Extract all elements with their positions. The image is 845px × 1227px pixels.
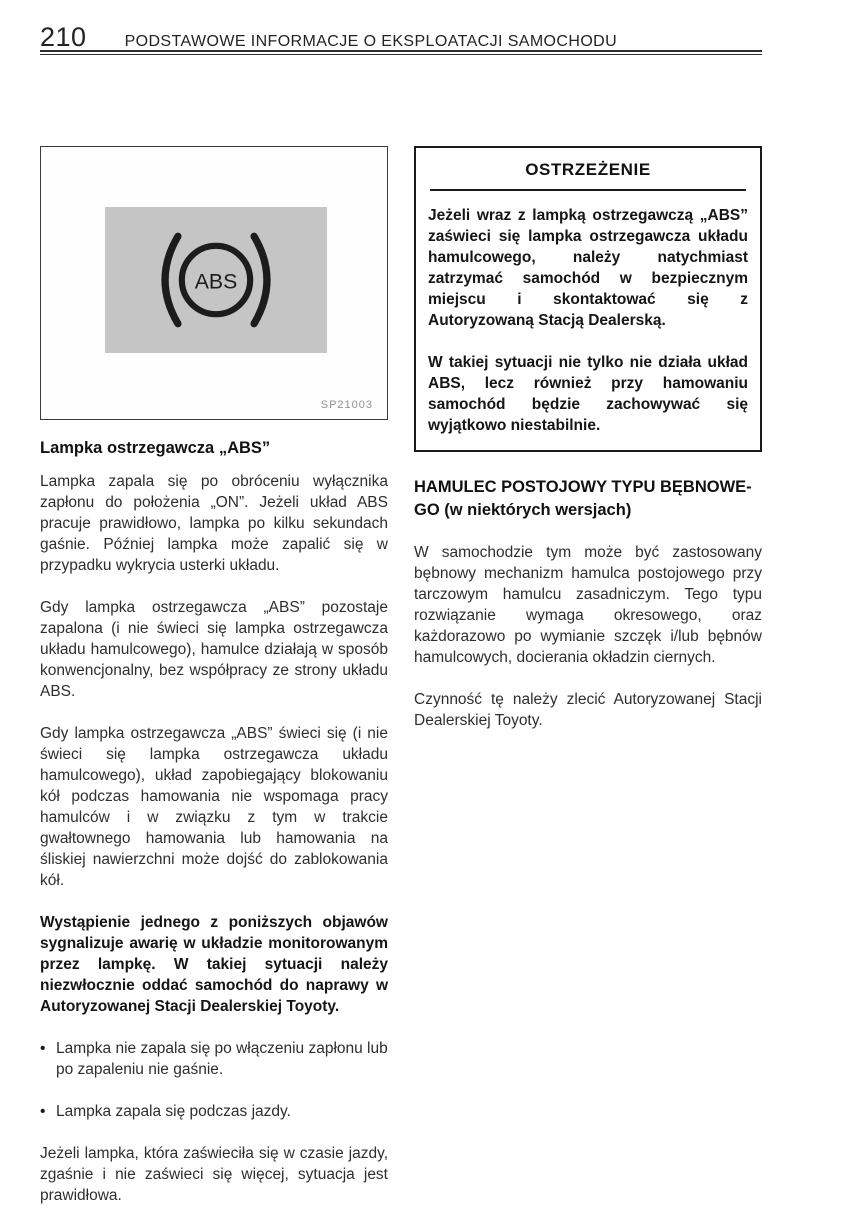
bullet-icon: • [40,1103,46,1120]
figure-gray-panel [105,207,327,353]
abs-lamp-figure [40,146,388,420]
page-number: 210 [40,22,87,52]
figure-caption: SP21003 [320,399,373,411]
warning-note-paragraph: Wystąpienie jednego z poniższych objawów sygnalizuje awarię w układzie monitorowanym przez lampkę. W takiej sytuacji należy niezwłocznie oddać samochód do naprawy w Autoryzowanej Stacji Dealerskiej Toyoty. [40,914,388,1015]
warning-paragraph: Jeżeli wraz z lampką ostrzegawczą „ABS” zaświeci się lampka ostrzegawcza układu hamulcowego, należy natychmiast zatrzymać samochód w bezpiecznym miejscu i skontaktować się z Autoryzowaną Stacją Dealerską. [428,207,748,329]
closing-paragraph: Jeżeli lampka, która zaświeciła się w czasie jazdy, zgaśnie i nie zaświeci się więcej, sytuacja jest prawidłowa. [40,1145,388,1204]
warning-paragraph: W takiej sytuacji nie tylko nie działa układ ABS, lecz również przy hamowaniu samochód będzie zachowywać się wyjątkowo niestabilnie. [428,354,748,434]
paragraph: Czynność tę należy zlecić Autoryzowanej Stacji Dealerskiej Toyoty. [414,691,762,729]
warning-box [414,146,762,452]
right-column [414,146,762,752]
header-divider [40,50,762,55]
right-section-heading: HAMULEC POSTOJOWY TYPU BĘBNOWE-GO (w niektórych wersjach) [414,478,752,519]
list-item [40,1101,388,1122]
page-title: PODSTAWOWE INFORMACJE O EKSPLOATACJI SAMOCHODU [124,33,618,50]
list-item-text: Lampka zapala się podczas jazdy. [56,1103,291,1120]
warning-box-title: OSTRZEŻENIE [525,160,651,179]
paragraph: Lampka zapala się po obróceniu wyłącznika zapłonu do położenia „ON”. Jeżeli układ ABS pracuje prawidłowo, lampka po kilku sekundach gaśnie. Później lampka może zapalić się w przypadku wykrycia usterki układu. [40,473,388,574]
abs-warning-lamp-icon [137,224,295,336]
left-column [40,146,388,1227]
bullet-icon: • [40,1040,46,1057]
warning-title-divider [430,189,746,191]
left-section-heading: Lampka ostrzegawcza „ABS” [40,439,271,457]
list-item [40,1038,388,1080]
list-item-text: Lampka nie zapala się po włączeniu zapłonu lub po zapaleniu nie gaśnie. [56,1040,388,1078]
page-header [40,22,762,53]
abs-symbol-label: ABS [194,269,238,294]
paragraph: Gdy lampka ostrzegawcza „ABS” pozostaje zapalona (i nie świeci się lampka ostrzegawcza układu hamulcowego), hamulce działają w sposób konwencjonalny, bez współpracy ze strony układu ABS. [40,599,388,700]
paragraph: Gdy lampka ostrzegawcza „ABS” świeci się (i nie świeci się lampka ostrzegawcza układu hamulcowego), układ zapobiegający blokowaniu kół podczas hamowania nie wspomaga pracy hamulców i w związku z tym w trakcie gwałtownego hamowania lub hamowania na śliskiej nawierzchni może dojść do zablokowania kół. [40,725,388,889]
paragraph: W samochodzie tym może być zastosowany bębnowy mechanizm hamulca postojowego przy tarczowym hamulcu zasadniczym. Tego typu rozwiązanie wymaga okresowego, oraz każdorazowo po wymianie szczęk i/lub bębnów hamulcowych, docierania okładzin ciernych. [414,544,762,666]
